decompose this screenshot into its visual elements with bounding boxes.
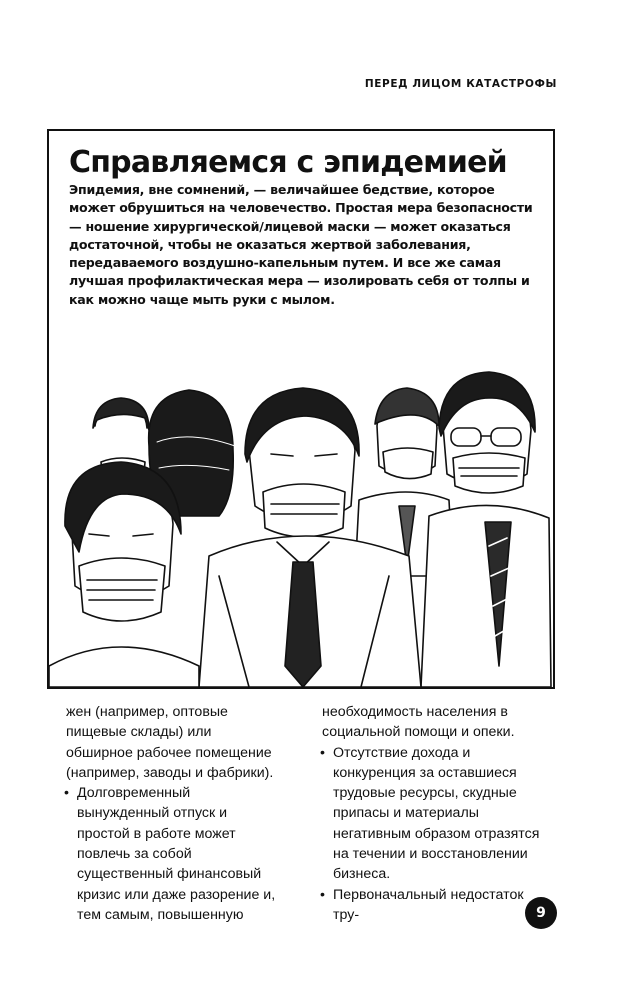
bullet-list-right: [322, 743, 550, 926]
masked-crowd-illustration: [49, 366, 553, 687]
bullet-list-left: [66, 783, 280, 925]
running-head: ПЕРЕД ЛИЦОМ КАТАСТРОФЫ: [364, 78, 557, 90]
sidebar-box: [47, 129, 555, 689]
text-column-left: [66, 702, 280, 925]
box-intro: Эпидемия, вне сомнений, — величайшее бедствие, которое может обрушиться на человечество. Простая мера безопасности — ношение хирургической/лицевой маски — может оказаться достаточной, чтобы не оказаться жертвой заболевания, передаваемого воздушно-капельным путем. И все же самая лучшая профилактическая мера — изолировать себя от толпы и как можно чаще мыть руки с мылом.: [69, 182, 533, 307]
paragraph-continuation: необходимость населения в социальной помощи и опеки.: [322, 704, 515, 741]
person-glasses: [421, 372, 551, 687]
list-item: • Первоначальный недостаток тру-: [322, 885, 550, 926]
text-column-right: [322, 702, 550, 925]
page-number: 9: [525, 897, 557, 929]
box-title: Справляемся с эпидемией: [69, 145, 507, 180]
list-item: • Отсутствие дохода и конкуренция за оставшиеся трудовые ресурсы, скудные припасы и материалы негативным образом отразятся на течении и восстановлении бизнеса.: [322, 743, 550, 885]
list-item: • Долговременный вынужденный отпуск и простой в работе может повлечь за собой существенный финансовый кризис или даже разорение и, тем самым, повышенную: [66, 783, 280, 925]
paragraph-continuation: жен (например, оптовые пищевые склады) или обширное рабочее помещение (например, заводы и фабрики).: [66, 704, 274, 781]
